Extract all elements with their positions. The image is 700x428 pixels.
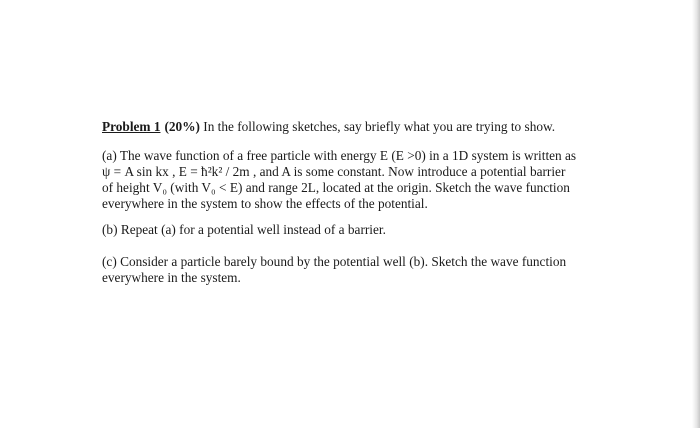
part-a-line: of height V₀ (with V₀ < E) and range 2L, located at the origin. Sketch the wave function: [102, 180, 570, 195]
part-b-paragraph: [102, 222, 622, 238]
part-c-line: everywhere in the system.: [102, 270, 241, 285]
problem-text-block: [102, 119, 622, 286]
part-a-equation-line: ψ = A sin kx , E = ħ²k² / 2m , and A is some constant. Now introduce a potential barrier: [102, 164, 566, 179]
part-a-line: everywhere in the system to show the effects of the potential.: [102, 196, 428, 211]
problem-heading: [102, 119, 622, 135]
window-edge-shadow: [692, 0, 700, 428]
part-c-paragraph: [102, 254, 622, 286]
part-a-paragraph: [102, 148, 622, 212]
problem-weight: (20%): [164, 119, 200, 134]
problem-instruction: In the following sketches, say briefly what you are trying to show.: [203, 119, 556, 134]
part-c-line: (c) Consider a particle barely bound by the potential well (b). Sketch the wave function: [102, 254, 567, 269]
part-a-line: (a) The wave function of a free particle with energy E (E >0) in a 1D system is written as: [102, 148, 577, 163]
part-b-line: (b) Repeat (a) for a potential well instead of a barrier.: [102, 222, 386, 237]
problem-label: Problem 1: [102, 119, 161, 134]
